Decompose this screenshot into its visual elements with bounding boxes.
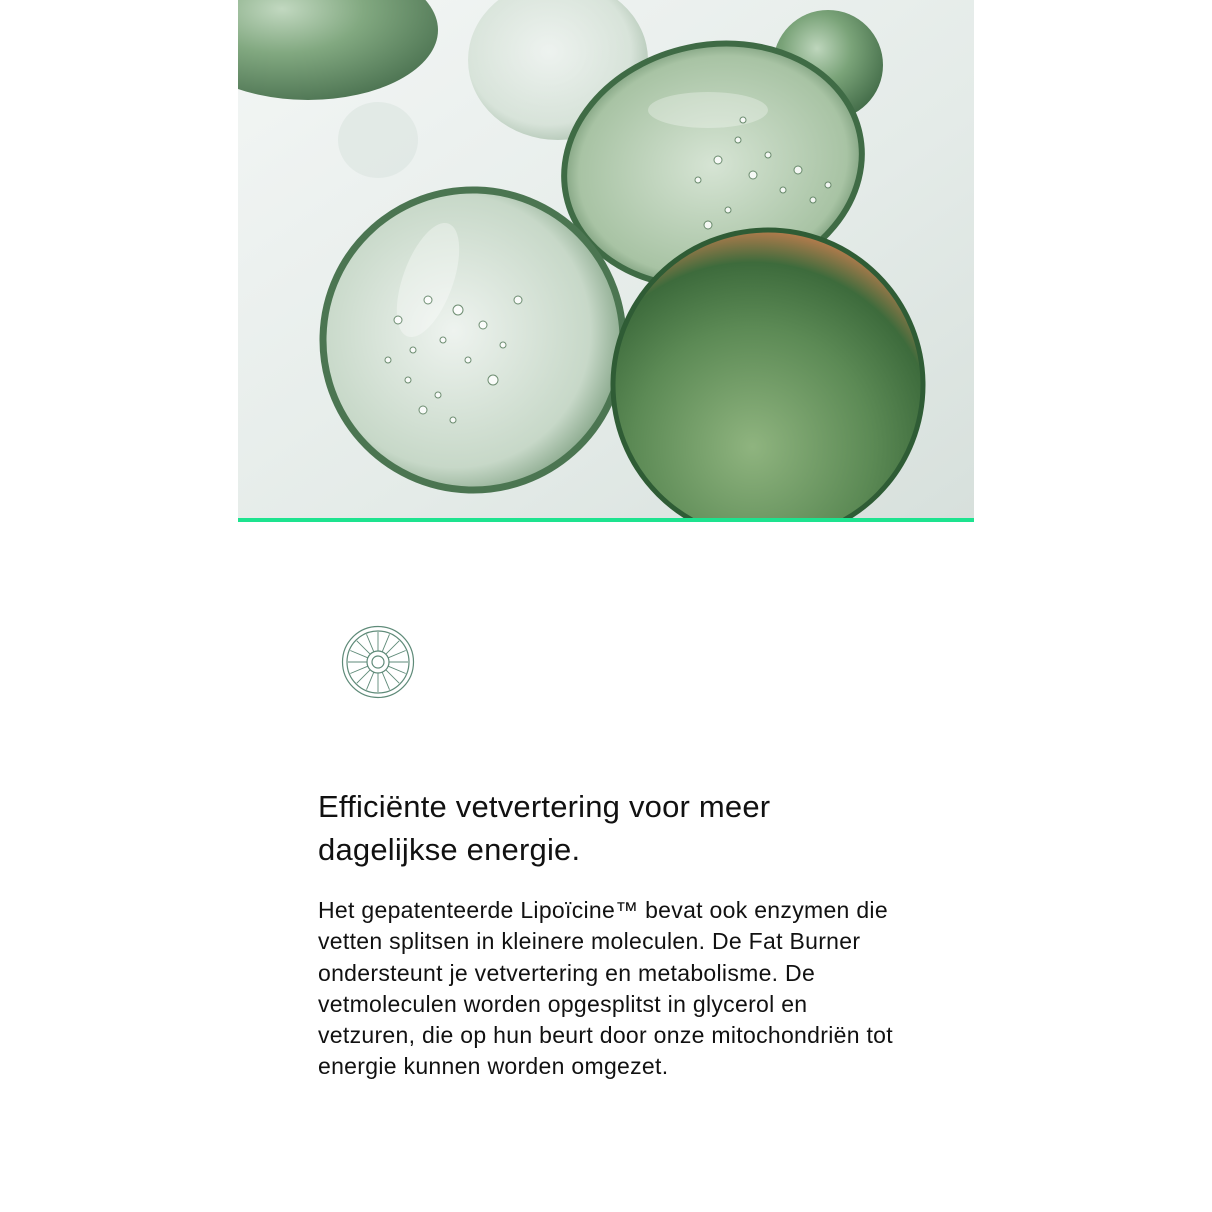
section-body-text: Het gepatenteerde Lipoïcine™ bevat ook enzymen die vetten splitsen in kleinere moleculen. De Fat Burner ondersteunt je vetvertering en metabolisme. De vetmoleculen worden opgesplitst in glycerol en vetzuren, die op hun beurt door onze mitochondriën tot energie kunnen worden omgezet. bbox=[318, 897, 893, 1080]
sun-emblem-icon bbox=[340, 625, 416, 699]
accent-divider bbox=[238, 518, 974, 522]
content-section bbox=[318, 785, 898, 1083]
hero-image bbox=[238, 0, 974, 518]
section-heading: Efficiënte vetvertering voor meer dagelijkse energie. bbox=[318, 789, 771, 867]
green-oil-bubbles-image bbox=[238, 0, 974, 518]
